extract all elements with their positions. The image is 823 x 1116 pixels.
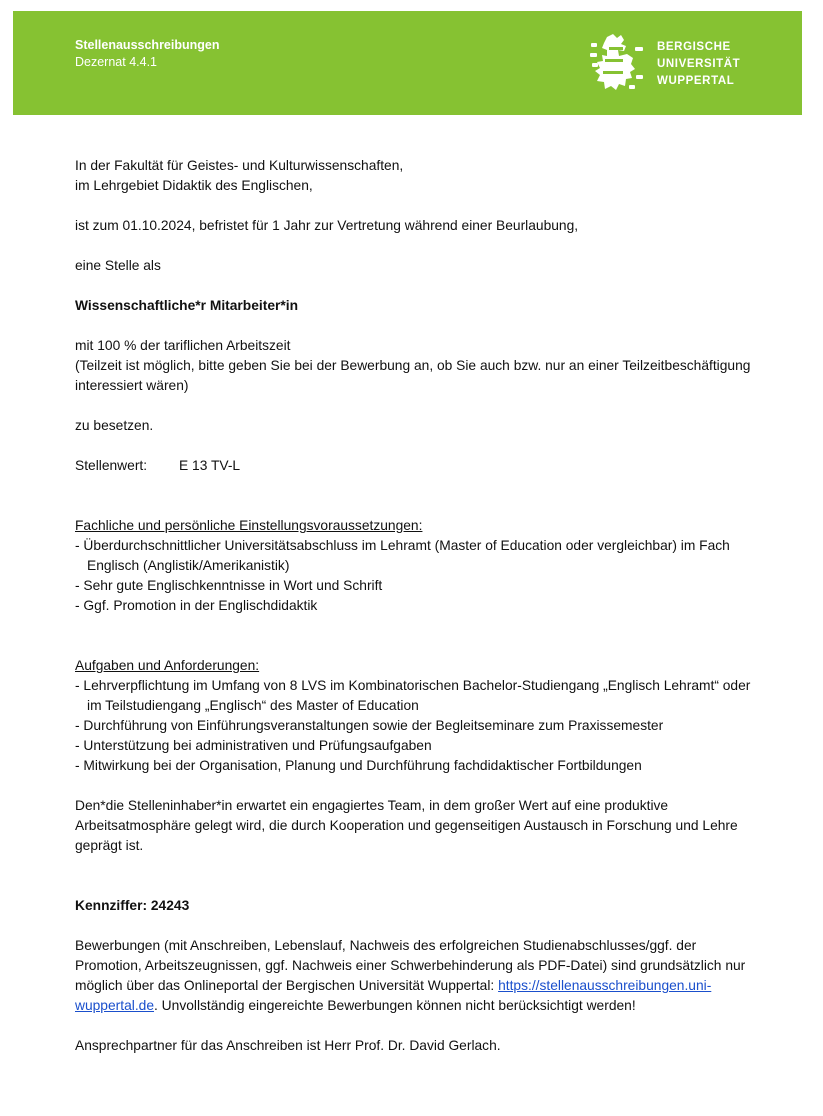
parttime-note: (Teilzeit ist möglich, bitte geben Sie bei der Bewerbung an, ob Sie auch bzw. nur an einer Teilzeitbeschäftigung interessiert wären)	[75, 358, 751, 393]
logo-line-1: BERGISCHE	[657, 41, 731, 53]
task-item-4: - Mitwirkung bei der Organisation, Planung und Durchführung fachdidaktischer Fortbildungen	[75, 758, 642, 773]
tasks-heading: Aufgaben und Anforderungen:	[75, 658, 260, 673]
logo-line-3: WUPPERTAL	[657, 75, 735, 87]
task-item-3: - Unterstützung bei administrativen und Prüfungsaufgaben	[75, 738, 432, 753]
header-title: Stellenausschreibungen	[75, 38, 220, 52]
team-paragraph: Den*die Stelleninhaber*in erwartet ein engagiertes Team, in dem großer Wert auf eine produktive Arbeitsatmosphäre gelegt wird, die durch Kooperation und gegenseitigen Austausch in Forschung und Lehre geprägt ist.	[75, 798, 738, 853]
incomplete-note: . Unvollständig eingereichte Bewerbungen können nicht berücksichtigt werden!	[154, 998, 636, 1013]
header-banner	[13, 11, 802, 115]
requirement-item-3: - Ggf. Promotion in der Englischdidaktik	[75, 598, 318, 613]
task-item-2: - Durchführung von Einführungsveranstaltungen sowie der Begleitseminare zum Praxissemester	[75, 718, 664, 733]
to-fill-line: zu besetzen.	[75, 418, 154, 433]
salary-value: E 13 TV-L	[179, 458, 241, 473]
task-item-1: - Lehrverpflichtung im Umfang von 8 LVS im Kombinatorischen Bachelor-Studiengang „Englisch Lehramt“ oder im Teilstudiengang „Englisch“ des Master of Education	[75, 678, 751, 713]
application-paragraph	[75, 936, 755, 1016]
requirements-heading: Fachliche und persönliche Einstellungsvoraussetzungen:	[75, 518, 423, 533]
salary-line	[75, 456, 755, 476]
application-text: Bewerbungen (mit Anschreiben, Lebenslauf, Nachweis des erfolgreichen Studienabschlusses/ggf. der Promotion, Arbeitszeugnissen, ggf. Nachweis einer Schwerbehinderung als PDF-Datei) sind grundsätzlich nur möglich über das Onlineportal der Bergischen Universität Wuppertal:	[75, 938, 746, 993]
contact-line: Ansprechpartner für das Anschreiben ist Herr Prof. Dr. David Gerlach.	[75, 1038, 501, 1053]
job-posting-body	[75, 156, 755, 1056]
position-title: Wissenschaftliche*r Mitarbeiter*in	[75, 298, 298, 313]
salary-label: Stellenwert:	[75, 458, 148, 473]
logo-line-2: UNIVERSITÄT	[657, 58, 741, 70]
university-logo-text	[657, 39, 740, 90]
requirement-item-1: - Überdurchschnittlicher Universitätsabschluss im Lehramt (Master of Education oder vergleichbar) im Fach Englisch (Anglistik/Amerikanistik)	[75, 538, 730, 573]
lion-logo-icon	[589, 33, 645, 95]
portal-link[interactable]: https://stellenausschreibungen.uni-wuppertal.de	[75, 978, 712, 1013]
reference-number: Kennziffer: 24243	[75, 898, 190, 913]
position-intro: eine Stelle als	[75, 258, 161, 273]
subject-line: im Lehrgebiet Didaktik des Englischen,	[75, 178, 313, 193]
hours-line: mit 100 % der tariflichen Arbeitszeit	[75, 338, 291, 353]
date-line: ist zum 01.10.2024, befristet für 1 Jahr zur Vertretung während einer Beurlaubung,	[75, 218, 579, 233]
requirement-item-2: - Sehr gute Englischkenntnisse in Wort und Schrift	[75, 578, 383, 593]
faculty-line: In der Fakultät für Geistes- und Kulturwissenschaften,	[75, 158, 404, 173]
header-subtitle: Dezernat 4.4.1	[75, 55, 157, 69]
